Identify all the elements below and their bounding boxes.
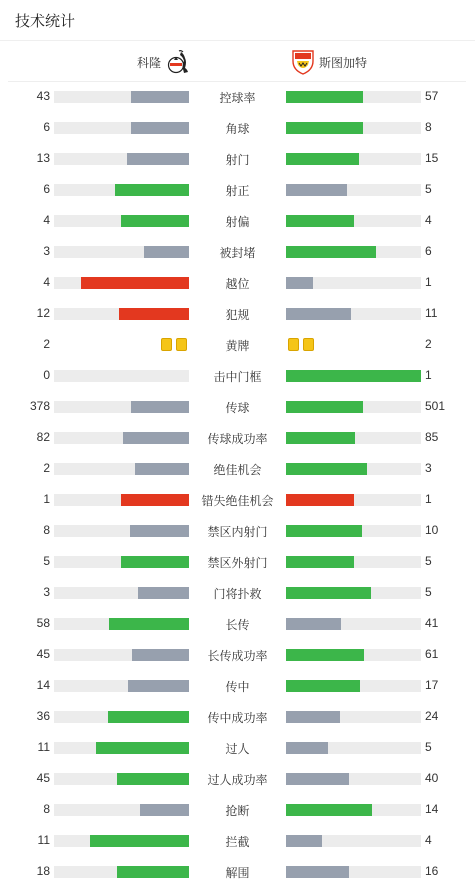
home-stat-bar xyxy=(54,835,189,847)
home-stat-value: 4 xyxy=(43,275,50,289)
away-stat-bar-fill xyxy=(286,122,363,134)
home-stat-value: 2 xyxy=(43,461,50,475)
stat-label: 传球成功率 xyxy=(207,432,268,446)
stat-label: 射正 xyxy=(225,184,250,198)
stat-row xyxy=(0,236,475,267)
home-stat-bar xyxy=(54,587,189,599)
away-stat-bar-fill xyxy=(286,246,376,258)
away-stat-bar-fill xyxy=(286,835,322,847)
stat-row xyxy=(0,143,475,174)
stat-row xyxy=(0,608,475,639)
home-stat-bar xyxy=(54,525,189,537)
away-stat-value: 3 xyxy=(425,461,432,475)
stat-label: 禁区内射门 xyxy=(207,525,268,539)
away-stat-bar-fill xyxy=(286,277,313,289)
away-stat-bar-fill xyxy=(286,556,354,568)
yellow-card-icon xyxy=(161,338,172,351)
away-stat-value: 5 xyxy=(425,182,432,196)
away-stat-bar xyxy=(286,308,421,320)
stat-row xyxy=(0,856,475,887)
home-stat-bar-fill xyxy=(115,184,189,196)
home-stat-value: 36 xyxy=(36,709,50,723)
home-stat-value: 5 xyxy=(43,554,50,568)
away-team-name: 斯图加特 xyxy=(319,55,368,70)
stat-label: 被封堵 xyxy=(219,246,256,260)
away-stat-bar xyxy=(286,494,421,506)
away-stat-bar-fill xyxy=(286,618,341,630)
stuttgart-crest-icon xyxy=(291,49,315,75)
home-stat-bar-fill xyxy=(135,463,189,475)
home-stat-value: 13 xyxy=(36,151,50,165)
away-stat-value: 15 xyxy=(425,151,439,165)
away-stat-value: 6 xyxy=(425,244,432,258)
stat-label: 长传 xyxy=(225,618,250,632)
home-stat-bar-fill xyxy=(130,525,189,537)
stat-row xyxy=(0,670,475,701)
home-stat-bar-fill xyxy=(123,432,189,444)
yellow-card-icon xyxy=(303,338,314,351)
away-yellow-cards xyxy=(286,338,316,352)
stat-row xyxy=(0,732,475,763)
away-stat-bar-fill xyxy=(286,680,360,692)
away-stat-bar-fill xyxy=(286,773,349,785)
away-stat-bar xyxy=(286,618,421,630)
away-stat-value: 4 xyxy=(425,833,432,847)
home-stat-bar xyxy=(54,184,189,196)
page-title: 技术统计 xyxy=(15,13,76,30)
away-stat-bar-fill xyxy=(286,308,351,320)
stat-label: 禁区外射门 xyxy=(207,556,268,570)
away-stat-value: 40 xyxy=(425,771,439,785)
away-stat-bar xyxy=(286,835,421,847)
home-stat-bar-fill xyxy=(121,494,189,506)
home-stat-bar-fill xyxy=(127,153,189,165)
stat-row xyxy=(0,174,475,205)
stat-row xyxy=(0,453,475,484)
home-stat-value: 58 xyxy=(36,616,50,630)
stat-label: 门将扑救 xyxy=(213,587,262,601)
away-stat-bar-fill xyxy=(286,401,363,413)
home-stat-bar xyxy=(54,494,189,506)
home-stat-value: 45 xyxy=(36,647,50,661)
home-stat-value: 6 xyxy=(43,182,50,196)
home-stat-bar xyxy=(54,866,189,878)
header xyxy=(0,0,475,41)
away-stat-bar xyxy=(286,246,421,258)
away-stat-value: 2 xyxy=(425,337,432,351)
away-stat-bar xyxy=(286,649,421,661)
home-stat-bar xyxy=(54,463,189,475)
stat-row xyxy=(0,360,475,391)
home-stat-bar-fill xyxy=(140,804,189,816)
away-stat-bar-fill xyxy=(286,463,367,475)
home-stat-value: 8 xyxy=(43,523,50,537)
away-stat-value: 5 xyxy=(425,740,432,754)
away-stat-value: 5 xyxy=(425,554,432,568)
home-team[interactable] xyxy=(137,48,190,76)
home-stat-value: 2 xyxy=(43,337,50,351)
home-stat-bar-fill xyxy=(121,556,189,568)
away-stat-bar-fill xyxy=(286,184,347,196)
away-stat-bar-fill xyxy=(286,494,354,506)
away-stat-bar xyxy=(286,215,421,227)
home-stat-bar-fill xyxy=(90,835,189,847)
home-stat-bar xyxy=(54,680,189,692)
stat-label: 拦截 xyxy=(225,835,250,849)
home-stat-bar xyxy=(54,556,189,568)
away-stat-value: 57 xyxy=(425,89,439,103)
away-stat-bar-fill xyxy=(286,649,364,661)
home-stat-value: 378 xyxy=(29,399,50,413)
stat-label: 错失绝佳机会 xyxy=(201,494,274,508)
away-stat-bar-fill xyxy=(286,370,421,382)
home-stat-value: 12 xyxy=(36,306,50,320)
stat-row xyxy=(0,515,475,546)
stat-label: 射门 xyxy=(225,153,250,167)
home-stat-bar-fill xyxy=(117,866,189,878)
stat-label: 传球 xyxy=(225,401,250,415)
home-stat-bar-fill xyxy=(117,773,189,785)
home-stat-bar xyxy=(54,215,189,227)
home-stat-bar-fill xyxy=(144,246,189,258)
away-stat-bar xyxy=(286,680,421,692)
home-stat-value: 3 xyxy=(43,585,50,599)
home-stat-bar xyxy=(54,432,189,444)
away-stat-value: 14 xyxy=(425,802,439,816)
home-team-name: 科隆 xyxy=(136,55,161,70)
stat-row xyxy=(0,329,475,360)
home-stat-value: 45 xyxy=(36,771,50,785)
away-stat-bar-fill xyxy=(286,153,359,165)
yellow-card-icon xyxy=(176,338,187,351)
home-stat-bar-fill xyxy=(131,122,189,134)
away-stat-bar xyxy=(286,401,421,413)
home-stat-bar-fill xyxy=(128,680,189,692)
away-stat-bar xyxy=(286,587,421,599)
away-stat-bar xyxy=(286,184,421,196)
home-stat-bar xyxy=(54,401,189,413)
home-stat-bar-fill xyxy=(121,215,189,227)
stat-label: 击中门框 xyxy=(213,370,262,384)
stat-label: 犯规 xyxy=(225,308,250,322)
stat-label: 传中 xyxy=(225,680,250,694)
home-stat-bar xyxy=(54,649,189,661)
away-stat-value: 11 xyxy=(425,306,438,320)
home-stat-bar-fill xyxy=(81,277,189,289)
stat-label: 角球 xyxy=(225,122,250,136)
away-stat-bar-fill xyxy=(286,525,362,537)
home-stat-value: 3 xyxy=(43,244,50,258)
away-stat-bar-fill xyxy=(286,587,371,599)
stat-label: 射偏 xyxy=(225,215,250,229)
home-stat-bar xyxy=(54,804,189,816)
stat-label: 解围 xyxy=(225,866,250,880)
away-stat-value: 4 xyxy=(425,213,432,227)
away-stat-bar-fill xyxy=(286,866,349,878)
away-stat-bar xyxy=(286,432,421,444)
home-stat-bar xyxy=(54,91,189,103)
home-stat-value: 82 xyxy=(36,430,50,444)
away-stat-bar-fill xyxy=(286,742,328,754)
home-stat-value: 1 xyxy=(43,492,50,506)
away-stat-value: 8 xyxy=(425,120,432,134)
home-stat-bar-fill xyxy=(119,308,189,320)
away-stat-bar xyxy=(286,773,421,785)
stat-row xyxy=(0,546,475,577)
home-stat-bar-fill xyxy=(131,401,189,413)
stat-row xyxy=(0,81,475,112)
stat-row xyxy=(0,763,475,794)
away-stat-bar-fill xyxy=(286,804,372,816)
away-stat-value: 24 xyxy=(425,709,439,723)
stat-label: 控球率 xyxy=(219,91,256,105)
stat-row xyxy=(0,825,475,856)
away-team[interactable] xyxy=(291,48,367,76)
home-stat-bar-fill xyxy=(138,587,189,599)
away-stat-bar xyxy=(286,463,421,475)
home-stat-value: 4 xyxy=(43,213,50,227)
stats-list xyxy=(0,81,475,887)
home-stat-bar-fill xyxy=(109,618,189,630)
home-stat-bar-fill xyxy=(131,91,189,103)
away-stat-bar-fill xyxy=(286,711,340,723)
stat-row xyxy=(0,701,475,732)
away-stat-bar-fill xyxy=(286,432,355,444)
home-stat-bar xyxy=(54,370,189,382)
away-stat-value: 16 xyxy=(425,864,439,878)
home-stat-bar-fill xyxy=(108,711,189,723)
away-stat-bar xyxy=(286,122,421,134)
away-stat-value: 17 xyxy=(425,678,439,692)
stat-row xyxy=(0,422,475,453)
stat-label: 传中成功率 xyxy=(207,711,268,725)
home-stat-value: 11 xyxy=(37,833,50,847)
stat-row xyxy=(0,205,475,236)
stat-row xyxy=(0,577,475,608)
away-stat-bar-fill xyxy=(286,91,363,103)
stat-label: 黄牌 xyxy=(225,339,250,353)
away-stat-value: 501 xyxy=(425,399,446,413)
stat-row xyxy=(0,639,475,670)
away-stat-bar xyxy=(286,153,421,165)
away-stat-value: 10 xyxy=(425,523,439,537)
home-stat-value: 18 xyxy=(36,864,50,878)
away-stat-value: 1 xyxy=(425,492,432,506)
away-stat-bar xyxy=(286,277,421,289)
home-stat-value: 14 xyxy=(36,678,50,692)
home-stat-bar xyxy=(54,308,189,320)
stat-label: 绝佳机会 xyxy=(213,463,262,477)
home-stat-bar xyxy=(54,742,189,754)
home-stat-value: 8 xyxy=(43,802,50,816)
home-stat-bar xyxy=(54,618,189,630)
koln-crest-icon xyxy=(166,49,190,75)
away-stat-bar xyxy=(286,804,421,816)
home-stat-value: 6 xyxy=(43,120,50,134)
stat-label: 过人成功率 xyxy=(207,773,268,787)
away-stat-value: 41 xyxy=(425,616,439,630)
home-stat-bar xyxy=(54,773,189,785)
yellow-card-icon xyxy=(288,338,299,351)
stat-row xyxy=(0,794,475,825)
away-stat-value: 85 xyxy=(425,430,439,444)
away-stat-bar xyxy=(286,711,421,723)
home-stat-value: 43 xyxy=(36,89,50,103)
home-stat-bar xyxy=(54,246,189,258)
home-stat-bar xyxy=(54,122,189,134)
stat-label: 抢断 xyxy=(225,804,250,818)
away-stat-value: 1 xyxy=(425,368,432,382)
away-stat-bar xyxy=(286,370,421,382)
home-stat-value: 11 xyxy=(37,740,50,754)
stat-label: 越位 xyxy=(225,277,250,291)
away-stat-bar-fill xyxy=(286,215,354,227)
stat-row xyxy=(0,267,475,298)
home-stat-bar-fill xyxy=(132,649,189,661)
home-stat-bar xyxy=(54,277,189,289)
away-stat-value: 1 xyxy=(425,275,432,289)
away-stat-bar xyxy=(286,91,421,103)
home-stat-bar-fill xyxy=(96,742,189,754)
away-stat-value: 61 xyxy=(425,647,439,661)
stat-row xyxy=(0,391,475,422)
stat-label: 过人 xyxy=(225,742,250,756)
away-stat-bar xyxy=(286,525,421,537)
home-stat-value: 0 xyxy=(43,368,50,382)
away-stat-bar xyxy=(286,742,421,754)
away-stat-value: 5 xyxy=(425,585,432,599)
home-stat-bar xyxy=(54,711,189,723)
away-stat-bar xyxy=(286,866,421,878)
stat-label: 长传成功率 xyxy=(207,649,268,663)
stat-row xyxy=(0,298,475,329)
stat-row xyxy=(0,484,475,515)
team-header xyxy=(8,41,466,82)
away-stat-bar xyxy=(286,556,421,568)
home-yellow-cards xyxy=(159,338,189,352)
home-stat-bar xyxy=(54,153,189,165)
stat-row xyxy=(0,112,475,143)
